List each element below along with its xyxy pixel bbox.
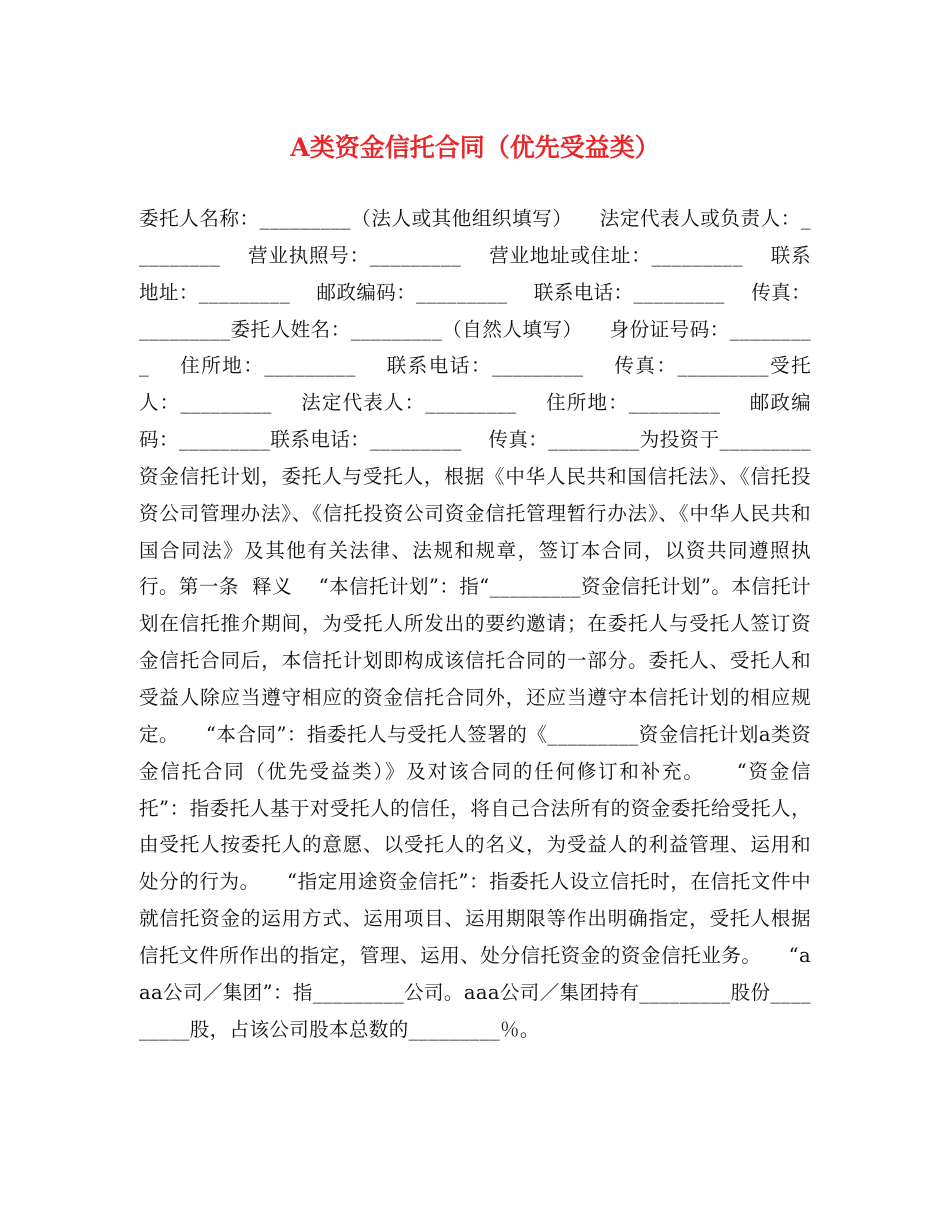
document-title: A类资金信托合同（优先受益类） <box>290 133 660 162</box>
document-body-paragraph: 委托人名称：_________（法人或其他组织填写） 法定代表人或负责人：_________ 营业执照号：_________ 营业地址或住址：_________ 联系地址：_________ 邮政编码：_________ 联系电话：_________ 传真：_________委托人姓名：_________（自然人填写） 身份证号码：_________ 住所地：_________ 联系电话：_________ 传真：_________受托人：_________ 法定代表人：_________ 住所地：_________ 邮政编码：_________联系电话：_________ 传真：_________为投资于_________资金信托计划，委托人与受托人，根据《中华人民共和国信托法》、《信托投资公司管理办法》、《信托投资公司资金信托管理暂行办法》、《中华人民共和国合同法》及其他有关法律、法规和规章，签订本合同，以资共同遵照执行。第一条 释义 “本信托计划”：指“_________资金信托计划”。本信托计划在信托推介期间，为受托人所发出的要约邀请；在委托人与受托人签订资金信托合同后，本信托计划即构成该信托合同的一部分。委托人、受托人和受益人除应当遵守相应的资金信托合同外，还应当遵守本信托计划的相应规定。 “本合同”：指委托人与受托人签署的《_________资金信托计划a类资金信托合同（优先受益类）》及对该合同的任何修订和补充。 “资金信托”：指委托人基于对受托人的信任，将自己合法所有的资金委托给受托人，由受托人按委托人的意愿、以受托人的名义，为受益人的利益管理、运用和处分的行为。 “指定用途资金信托”：指委托人设立信托时，在信托文件中就信托资金的运用方式、运用项目、运用期限等作出明确指定，受托人根据信托文件所作出的指定，管理、运用、处分信托资金的资金信托业务。 “aaa公司／集团”：指_________公司。aaa公司／集团持有_________股份_________股，占该公司股本总数的_________％。 <box>139 207 811 1041</box>
